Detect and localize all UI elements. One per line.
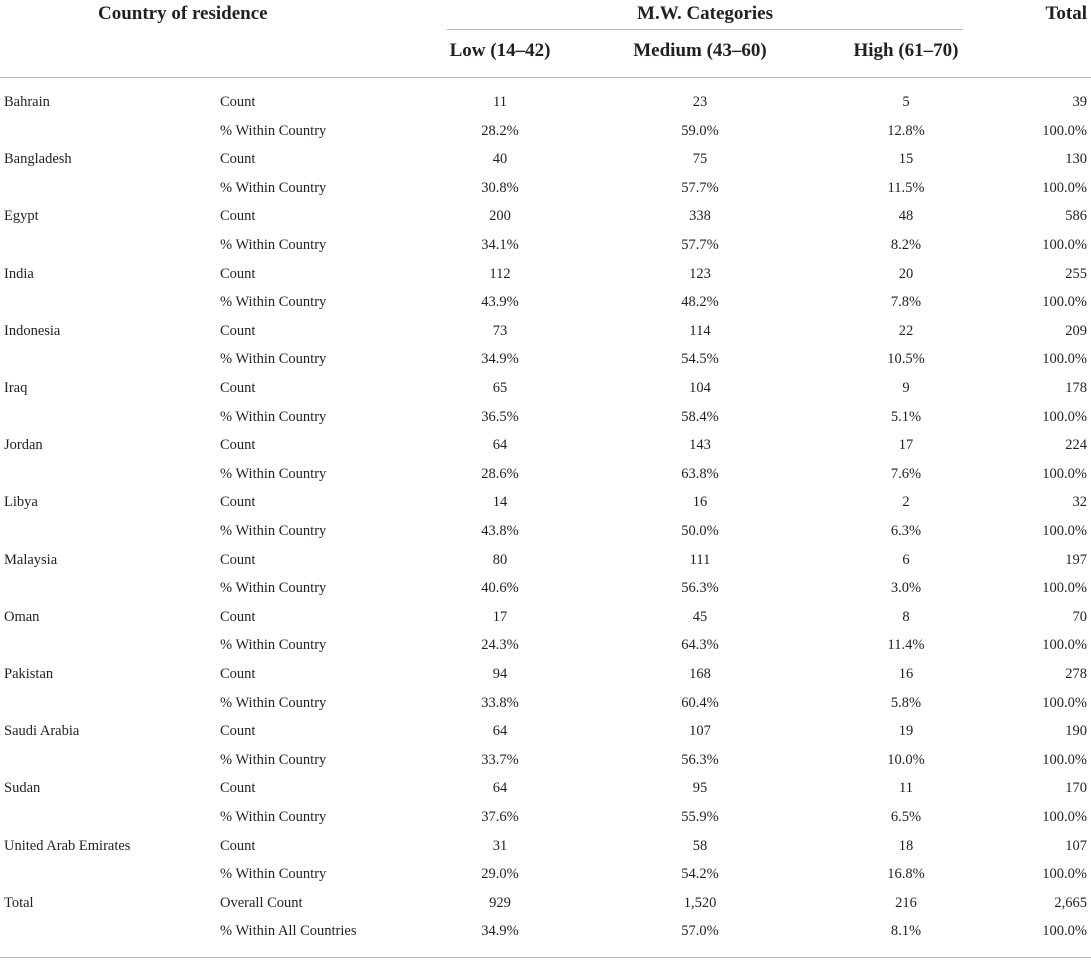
total-value-cell: 32 [1072,494,1087,510]
statistic-cell: Count [220,266,256,282]
high-value-cell: 216 [895,895,917,911]
low-value-cell: 43.9% [481,294,519,310]
high-value-cell: 7.8% [890,294,922,310]
medium-value-cell: 104 [689,380,711,396]
statistic-cell: Count [220,494,256,510]
medium-category-header: Medium (43–60) [633,40,767,61]
high-value-cell: 3.0% [890,580,922,596]
low-value-cell: 28.2% [481,123,519,139]
statistic-cell: Count [220,380,256,396]
medium-value-cell: 95 [692,780,708,796]
medium-value-cell: 168 [689,666,711,682]
low-value-cell: 94 [492,666,508,682]
high-value-cell: 16 [898,666,914,682]
low-value-cell: 37.6% [481,809,519,825]
country-header: Country of residence [98,3,268,24]
total-value-cell: 70 [1072,609,1087,625]
total-value-cell: 190 [1065,723,1087,739]
country-cell: Bangladesh [4,151,72,167]
statistic-cell: % Within Country [220,523,327,539]
total-value-cell: 100.0% [1042,637,1087,653]
medium-value-cell: 75 [692,151,708,167]
high-value-cell: 22 [898,323,914,339]
country-cell: India [4,266,34,282]
statistic-cell: % Within Country [220,809,327,825]
high-value-cell: 6.3% [890,523,922,539]
medium-value-cell: 57.0% [681,923,719,939]
country-cell: Sudan [4,780,41,796]
total-value-cell: 100.0% [1042,409,1087,425]
total-value-cell: 100.0% [1042,466,1087,482]
medium-value-cell: 54.2% [681,866,719,882]
low-value-cell: 33.7% [481,752,519,768]
total-value-cell: 100.0% [1042,580,1087,596]
high-value-cell: 10.5% [887,351,925,367]
high-value-cell: 9 [902,380,910,396]
high-value-cell: 15 [898,151,914,167]
total-value-cell: 100.0% [1042,180,1087,196]
mw-categories-header: M.W. Categories [637,3,773,24]
total-value-cell: 2,665 [1054,895,1087,911]
statistic-cell: % Within Country [220,237,327,253]
low-value-cell: 31 [492,838,508,854]
high-value-cell: 7.6% [890,466,922,482]
high-value-cell: 48 [898,208,914,224]
statistic-cell: % Within Country [220,637,327,653]
medium-value-cell: 59.0% [681,123,719,139]
high-value-cell: 6 [902,552,910,568]
statistic-cell: Count [220,780,256,796]
statistic-cell: Count [220,552,256,568]
total-value-cell: 39 [1072,94,1087,110]
low-value-cell: 64 [492,437,508,453]
high-value-cell: 6.5% [890,809,922,825]
statistic-cell: Overall Count [220,895,303,911]
country-cell: Jordan [4,437,43,453]
low-value-cell: 43.8% [481,523,519,539]
low-value-cell: 11 [493,94,507,110]
high-value-cell: 11.4% [887,637,925,653]
country-cell: Libya [4,494,38,510]
low-value-cell: 24.3% [481,637,519,653]
medium-value-cell: 23 [692,94,708,110]
statistic-cell: % Within Country [220,409,327,425]
table-bottom-rule [0,957,1091,958]
low-value-cell: 40.6% [481,580,519,596]
total-value-cell: 197 [1065,552,1087,568]
total-value-cell: 130 [1065,151,1087,167]
country-cell: Pakistan [4,666,54,682]
medium-value-cell: 16 [692,494,708,510]
country-cell: Saudi Arabia [4,723,80,739]
low-value-cell: 28.6% [481,466,519,482]
low-value-cell: 112 [489,266,511,282]
header-rule [0,77,1091,78]
statistic-cell: % Within Country [220,294,327,310]
high-value-cell: 5.8% [890,695,922,711]
medium-value-cell: 111 [689,552,711,568]
medium-value-cell: 50.0% [681,523,719,539]
medium-value-cell: 64.3% [681,637,719,653]
low-value-cell: 33.8% [481,695,519,711]
low-value-cell: 64 [492,780,508,796]
statistic-cell: % Within Country [220,180,327,196]
total-value-cell: 100.0% [1042,923,1087,939]
high-value-cell: 8.1% [890,923,922,939]
statistic-cell: Count [220,609,256,625]
medium-value-cell: 45 [692,609,708,625]
high-value-cell: 8 [902,609,910,625]
high-value-cell: 11.5% [887,180,925,196]
statistic-cell: Count [220,94,256,110]
medium-value-cell: 55.9% [681,809,719,825]
statistic-cell: Count [220,437,256,453]
low-value-cell: 34.9% [481,923,519,939]
statistic-cell: % Within Country [220,123,327,139]
medium-value-cell: 107 [689,723,711,739]
high-value-cell: 5 [902,94,910,110]
low-value-cell: 64 [492,723,508,739]
country-cell: Bahrain [4,94,50,110]
country-cell: Oman [4,609,40,625]
medium-value-cell: 123 [689,266,711,282]
medium-value-cell: 1,520 [683,895,717,911]
low-value-cell: 34.1% [481,237,519,253]
high-value-cell: 20 [898,266,914,282]
medium-value-cell: 63.8% [681,466,719,482]
medium-value-cell: 338 [689,208,711,224]
low-value-cell: 65 [492,380,508,396]
high-value-cell: 8.2% [890,237,922,253]
total-value-cell: 100.0% [1042,237,1087,253]
statistic-cell: % Within Country [220,351,327,367]
medium-value-cell: 57.7% [681,237,719,253]
high-value-cell: 10.0% [887,752,925,768]
statistic-cell: Count [220,208,256,224]
statistic-cell: % Within All Countries [220,923,357,939]
statistic-cell: % Within Country [220,752,327,768]
high-value-cell: 18 [898,838,914,854]
high-value-cell: 16.8% [887,866,925,882]
country-cell: Egypt [4,208,39,224]
high-value-cell: 17 [898,437,914,453]
medium-value-cell: 143 [689,437,711,453]
low-value-cell: 14 [492,494,508,510]
total-value-cell: 100.0% [1042,351,1087,367]
low-category-header: Low (14–42) [449,40,551,61]
low-value-cell: 929 [489,895,511,911]
high-value-cell: 2 [902,494,910,510]
country-cell: Total [4,895,34,911]
total-value-cell: 224 [1065,437,1087,453]
medium-value-cell: 56.3% [681,752,719,768]
statistic-cell: Count [220,666,256,682]
medium-value-cell: 114 [689,323,711,339]
low-value-cell: 200 [489,208,511,224]
total-value-cell: 170 [1065,780,1087,796]
high-category-header: High (61–70) [853,40,959,61]
country-cell: Indonesia [4,323,61,339]
total-value-cell: 100.0% [1042,695,1087,711]
low-value-cell: 36.5% [481,409,519,425]
statistic-cell: Count [220,151,256,167]
medium-value-cell: 58.4% [681,409,719,425]
statistic-cell: % Within Country [220,866,327,882]
total-value-cell: 586 [1065,208,1087,224]
total-value-cell: 100.0% [1042,866,1087,882]
country-cell: United Arab Emirates [4,838,131,854]
high-value-cell: 5.1% [890,409,922,425]
statistic-cell: % Within Country [220,580,327,596]
low-value-cell: 29.0% [481,866,519,882]
total-value-cell: 178 [1065,380,1087,396]
statistic-cell: Count [220,838,256,854]
medium-value-cell: 48.2% [681,294,719,310]
total-value-cell: 100.0% [1042,294,1087,310]
total-value-cell: 100.0% [1042,123,1087,139]
total-value-cell: 100.0% [1042,523,1087,539]
statistic-cell: % Within Country [220,695,327,711]
medium-value-cell: 58 [692,838,708,854]
total-value-cell: 255 [1065,266,1087,282]
high-value-cell: 11 [899,780,913,796]
high-value-cell: 12.8% [887,123,925,139]
statistic-cell: Count [220,323,256,339]
total-value-cell: 107 [1065,838,1087,854]
medium-value-cell: 56.3% [681,580,719,596]
medium-value-cell: 57.7% [681,180,719,196]
total-value-cell: 100.0% [1042,752,1087,768]
country-cell: Malaysia [4,552,58,568]
medium-value-cell: 60.4% [681,695,719,711]
low-value-cell: 73 [492,323,508,339]
total-value-cell: 209 [1065,323,1087,339]
low-value-cell: 80 [492,552,508,568]
total-header: Total [1045,3,1087,24]
low-value-cell: 40 [492,151,508,167]
low-value-cell: 34.9% [481,351,519,367]
low-value-cell: 17 [492,609,508,625]
country-cell: Iraq [4,380,28,396]
medium-value-cell: 54.5% [681,351,719,367]
statistic-cell: % Within Country [220,466,327,482]
low-value-cell: 30.8% [481,180,519,196]
statistic-cell: Count [220,723,256,739]
total-value-cell: 100.0% [1042,809,1087,825]
total-value-cell: 278 [1065,666,1087,682]
category-group-rule [447,29,963,30]
high-value-cell: 19 [898,723,914,739]
